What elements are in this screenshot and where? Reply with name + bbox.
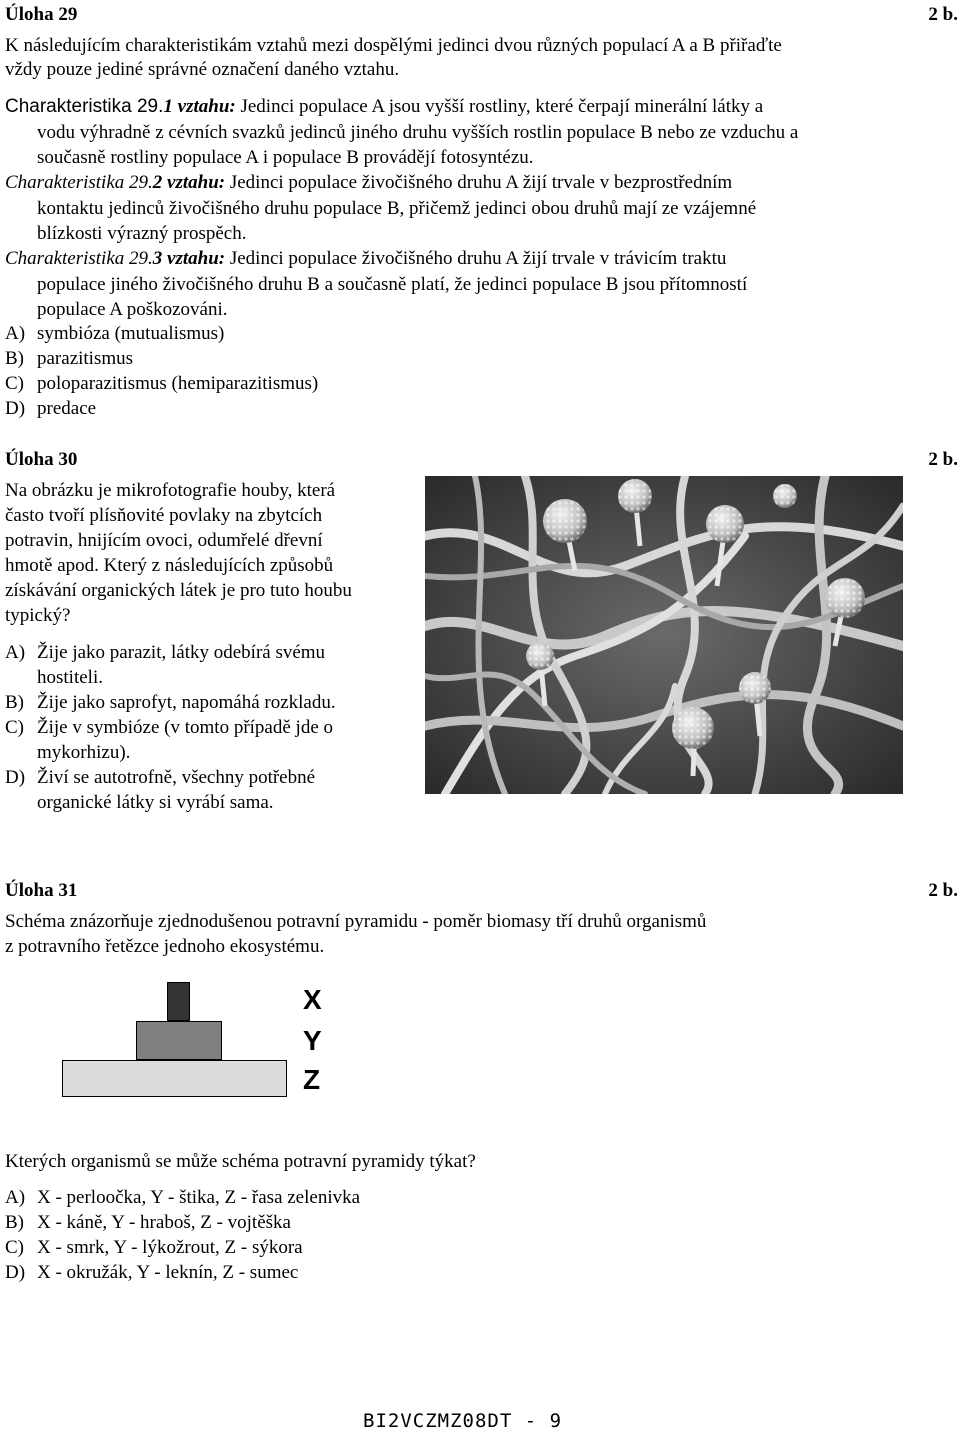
characteristic-label: Charakteristika 29. bbox=[5, 172, 153, 193]
characteristic-29-3 bbox=[5, 248, 726, 270]
pyramid-label-z: Z bbox=[303, 1064, 321, 1095]
task-29-option-d bbox=[5, 398, 96, 420]
task-30-text-line: hmotě apod. Který z následujících způsobů bbox=[5, 555, 334, 576]
option-text: X - okružák, Y - leknín, Z - sumec bbox=[37, 1262, 299, 1283]
task-29-points: 2 b. bbox=[928, 4, 958, 25]
option-text: Žije v symbióze (v tomto případě jde o bbox=[37, 717, 334, 738]
characteristic-label-suffix: 3 vztahu: bbox=[152, 248, 226, 269]
pyramid-label-x: X bbox=[303, 984, 322, 1015]
task-31-points: 2 b. bbox=[928, 880, 958, 901]
option-letter: A) bbox=[5, 642, 26, 663]
task-30-option-a bbox=[5, 642, 325, 664]
task-30-text-line: často tvoří plísňovité povlaky na zbytcích bbox=[5, 505, 323, 526]
characteristic-text: Jedinci populace živočišného druhu A žijí trvale v bezprostředním bbox=[225, 172, 733, 193]
characteristic-label-suffix: 1 vztahu: bbox=[163, 96, 236, 117]
task-31-option-a bbox=[5, 1187, 360, 1209]
option-text: parazitismus bbox=[37, 348, 134, 369]
option-text: symbióza (mutualismus) bbox=[37, 323, 225, 344]
pyramid-label-y: Y bbox=[303, 1025, 322, 1056]
task-31-option-b bbox=[5, 1212, 291, 1234]
option-text: X - smrk, Y - lýkožrout, Z - sýkora bbox=[37, 1237, 303, 1258]
option-letter: C) bbox=[5, 1237, 24, 1258]
characteristic-text: současně rostliny populace A i populace B provádějí fotosyntézu. bbox=[37, 147, 534, 168]
characteristic-label-suffix: 2 vztahu: bbox=[152, 172, 226, 193]
option-text: X - káně, Y - hraboš, Z - vojtěška bbox=[37, 1212, 291, 1233]
pyramid-level-y bbox=[136, 1021, 222, 1060]
task-30-text-line: potravin, hnijícím ovoci, odumřelé dřevní bbox=[5, 530, 323, 551]
task-31-intro-line: Schéma znázorňuje zjednodušenou potravní pyramidu - poměr biomasy tří druhů organismů bbox=[5, 911, 707, 932]
option-letter: B) bbox=[5, 1212, 24, 1233]
option-text: poloparazitismus (hemiparazitismus) bbox=[37, 373, 319, 394]
option-letter: C) bbox=[5, 717, 24, 738]
option-letter: A) bbox=[5, 323, 26, 344]
characteristic-text: Jedinci populace živočišného druhu A žijí trvale v trávicím traktu bbox=[225, 248, 727, 269]
task-31-title: Úloha 31 bbox=[5, 880, 78, 901]
option-text-continued: mykorhizu). bbox=[37, 742, 131, 763]
characteristic-text: Jedinci populace A jsou vyšší rostliny, které čerpají minerální látky a bbox=[235, 96, 764, 117]
option-text: Živí se autotrofně, všechny potřebné bbox=[37, 767, 316, 788]
task-31-intro-line: z potravního řetězce jednoho ekosystému. bbox=[5, 936, 325, 957]
task-30-text-line: Na obrázku je mikrofotografie houby, která bbox=[5, 480, 336, 501]
task-29-option-a bbox=[5, 323, 224, 345]
page-footer: BI2VCZMZ08DT - 9 bbox=[363, 1410, 563, 1432]
characteristic-text: populace jiného živočišného druhu B a současně platí, že jedinci populace B jsou přítomností bbox=[37, 274, 748, 295]
task-29-title: Úloha 29 bbox=[5, 4, 78, 25]
option-text-continued: organické látky si vyrábí sama. bbox=[37, 792, 274, 813]
characteristic-29-1 bbox=[5, 96, 763, 118]
characteristic-text: blízkosti výrazný prospěch. bbox=[37, 223, 247, 244]
option-text: predace bbox=[37, 398, 97, 419]
characteristic-text: populace A poškozováni. bbox=[37, 299, 228, 320]
task-29-intro-line: vždy pouze jediné správné označení daného vztahu. bbox=[5, 59, 400, 80]
option-text: X - perloočka, Y - štika, Z - řasa zelenivka bbox=[37, 1187, 361, 1208]
characteristic-29-2 bbox=[5, 172, 732, 194]
task-30-option-d bbox=[5, 767, 315, 789]
option-letter: D) bbox=[5, 767, 26, 788]
task-29-option-c bbox=[5, 373, 318, 395]
option-letter: C) bbox=[5, 373, 24, 394]
task-30-text-line: typický? bbox=[5, 605, 71, 626]
task-30-option-c bbox=[5, 717, 333, 739]
pyramid-level-x bbox=[167, 982, 190, 1021]
task-30-text-line: získávání organických látek je pro tuto houbu bbox=[5, 580, 352, 601]
option-letter: A) bbox=[5, 1187, 26, 1208]
option-letter: B) bbox=[5, 348, 24, 369]
task-29-intro-line: K následujícím charakteristikám vztahů mezi dospělými jedinci dvou různých populací A a B přiřaďte bbox=[5, 35, 782, 56]
option-letter: B) bbox=[5, 692, 24, 713]
task-30-points: 2 b. bbox=[928, 449, 958, 470]
characteristic-label: Charakteristika 29. bbox=[5, 96, 164, 117]
option-text: Žije jako parazit, látky odebírá svému bbox=[37, 642, 326, 663]
fungus-micrograph bbox=[425, 476, 903, 794]
task-30-title: Úloha 30 bbox=[5, 449, 78, 470]
characteristic-label: Charakteristika 29. bbox=[5, 248, 153, 269]
task-30-option-b bbox=[5, 692, 336, 714]
option-letter: D) bbox=[5, 1262, 26, 1283]
task-31-option-d bbox=[5, 1262, 298, 1284]
option-text: Žije jako saprofyt, napomáhá rozkladu. bbox=[37, 692, 336, 713]
task-31-option-c bbox=[5, 1237, 303, 1259]
task-29-option-b bbox=[5, 348, 133, 370]
characteristic-text: vodu výhradně z cévních svazků jedinců jiného druhu vyšších rostlin populace B nebo ze vzduchu a bbox=[37, 122, 799, 143]
pyramid-level-z bbox=[62, 1060, 287, 1097]
option-letter: D) bbox=[5, 398, 26, 419]
option-text-continued: hostiteli. bbox=[37, 667, 103, 688]
characteristic-text: kontaktu jedinců živočišného druhu populace B, přičemž jedinci obou druhů mají ze vzájemné bbox=[37, 198, 757, 219]
task-31-question: Kterých organismů se může schéma potravní pyramidy týkat? bbox=[5, 1151, 476, 1172]
